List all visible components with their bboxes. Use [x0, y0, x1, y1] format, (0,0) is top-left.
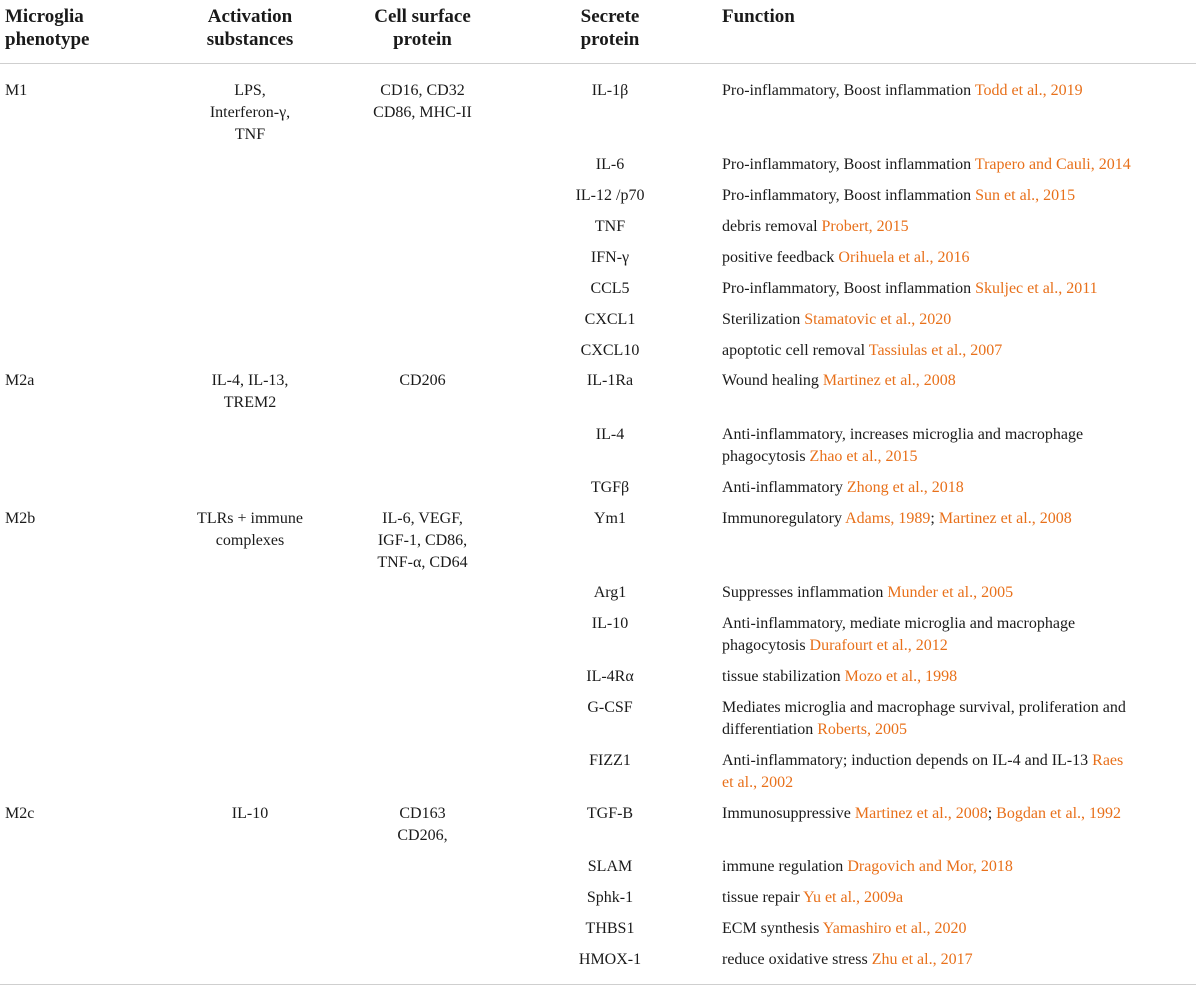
reference-link[interactable]: Martinez et al., 2008: [822, 372, 956, 389]
function-cell: [722, 949, 1192, 971]
phenotype-cell: M2c: [5, 805, 35, 822]
reference-link[interactable]: Trapero and Cauli, 2014: [974, 156, 1131, 173]
cell-line: complexes: [215, 532, 285, 549]
reference-link[interactable]: Martinez et al., 2008: [854, 805, 988, 822]
secrete-protein-cell: Sphk-1: [586, 889, 634, 906]
function-text-display: Mediates microglia and macrophage survival, proliferation and differentiation: [722, 699, 1126, 738]
reference-link[interactable]: Skuljec et al., 2011: [975, 280, 1098, 297]
cell-line: CD206: [399, 372, 446, 389]
reference-link[interactable]: Bogdan et al., 1992: [996, 805, 1122, 822]
function-cell: [722, 154, 1192, 176]
function-cell: [722, 613, 1192, 657]
reference-link[interactable]: Zhong et al., 2018: [846, 479, 964, 496]
function-text: immune regulation: [722, 858, 844, 875]
cell-line: IL-10: [231, 805, 269, 822]
function-cell: [722, 477, 1192, 499]
reference-link[interactable]: Yu et al., 2009a: [803, 889, 904, 906]
function-text: Suppresses inflammation: [722, 584, 884, 601]
secrete-protein-cell: CXCL10: [580, 342, 640, 359]
activation-substances-cell: [170, 370, 330, 414]
phenotype-cell: M2a: [5, 372, 35, 389]
function-cell: [722, 750, 1192, 794]
reference-link[interactable]: Stamatovic et al., 2020: [804, 311, 952, 328]
reference-link[interactable]: Adams, 1989: [845, 510, 931, 527]
reference-link[interactable]: Munder et al., 2005: [887, 584, 1014, 601]
secrete-protein-cell: IL-4: [595, 426, 625, 443]
secrete-protein-cell: CXCL1: [584, 311, 636, 328]
cell-line: CD206,: [397, 827, 448, 844]
header-line: protein: [393, 29, 452, 50]
cell-line: IL-6, VEGF,: [382, 510, 463, 527]
function-text: debris removal: [722, 218, 818, 235]
function-cell: [722, 697, 1192, 741]
header-cell-surface-protein: [340, 5, 505, 51]
function-cell: [722, 918, 1192, 940]
table-top-rule: [0, 63, 1196, 64]
header-line: substances: [206, 29, 294, 50]
header-line: Secrete: [580, 6, 640, 27]
reference-link[interactable]: Zhao et al., 2015: [809, 448, 918, 465]
function-cell: [722, 424, 1192, 468]
function-text: Sterilization: [722, 311, 801, 328]
reference-link[interactable]: Mozo et al., 1998: [844, 668, 958, 685]
secrete-protein-cell: Arg1: [593, 584, 627, 601]
secrete-protein-cell: TGF-B: [586, 805, 634, 822]
secrete-protein-cell: THBS1: [585, 920, 635, 937]
header-microglia-phenotype: [5, 5, 89, 51]
header-activation-substances: [170, 5, 330, 51]
function-cell: [722, 582, 1192, 604]
function-text: Wound healing: [722, 372, 819, 389]
function-text-display: Anti-inflammatory; induction depends on IL-4 and IL-13: [722, 752, 1093, 769]
cell-line: CD163: [399, 805, 446, 822]
cell-line: TNF-α, CD64: [377, 554, 468, 571]
cell-line: IL-4, IL-13,: [211, 372, 289, 389]
phenotype-cell: M2b: [5, 510, 36, 527]
function-text: Immunoregulatory: [722, 510, 842, 527]
function-cell: Immunoregulatory Adams, 1989; Martinez et al., 2008: [722, 510, 1072, 527]
reference-link[interactable]: Todd et al., 2019: [974, 82, 1083, 99]
header-function: [722, 5, 795, 28]
reference-link[interactable]: Durafourt et al., 2012: [809, 637, 948, 654]
function-text: Pro-inflammatory, Boost inflammation: [722, 280, 972, 297]
function-cell: [722, 80, 1192, 102]
secrete-protein-cell: IL-1β: [591, 82, 629, 99]
header-line: Cell surface: [374, 6, 471, 27]
activation-substances-cell: [170, 508, 330, 552]
function-text: tissue repair: [722, 889, 800, 906]
function-text: positive feedback: [722, 249, 835, 266]
function-cell: [722, 309, 1192, 331]
function-text: Anti-inflammatory: [722, 479, 843, 496]
activation-substances-cell: [170, 80, 330, 146]
function-text-display: Anti-inflammatory, mediate microglia and macrophage phagocytosis: [722, 615, 1076, 654]
function-text-display: Anti-inflammatory, increases microglia and macrophage phagocytosis: [722, 426, 1084, 465]
activation-substances-cell: [170, 803, 330, 825]
secrete-protein-cell: TNF: [594, 218, 626, 235]
function-text: Immunosuppressive: [722, 805, 851, 822]
reference-link[interactable]: Roberts, 2005: [817, 721, 908, 738]
reference-link[interactable]: Zhu et al., 2017: [871, 951, 973, 968]
reference-link[interactable]: Dragovich and Mor, 2018: [847, 858, 1013, 875]
function-text: Pro-inflammatory, Boost inflammation: [722, 82, 972, 99]
cell-line: IGF-1, CD86,: [377, 532, 468, 549]
reference-link[interactable]: Probert, 2015: [821, 218, 909, 235]
header-line: protein: [580, 29, 640, 50]
cell-line: LPS,: [234, 82, 266, 99]
secrete-protein-cell: SLAM: [587, 858, 633, 875]
function-cell: [722, 216, 1192, 238]
secrete-protein-cell: IL-6: [595, 156, 625, 173]
secrete-protein-cell: Ym1: [594, 510, 626, 527]
cell-surface-protein-cell: [340, 370, 505, 392]
reference-link[interactable]: Raes et al., 2002: [722, 752, 1124, 791]
cell-line: TREM2: [223, 394, 277, 411]
function-cell: [722, 666, 1192, 688]
cell-line: TLRs + immune: [197, 510, 303, 527]
header-line: Microglia: [5, 6, 84, 27]
reference-link[interactable]: Yamashiro et al., 2020: [822, 920, 967, 937]
cell-line: CD86, MHC-II: [373, 104, 472, 121]
header-line: phenotype: [5, 29, 90, 50]
secrete-protein-cell: IL-4Rα: [586, 668, 634, 685]
header-secrete-protein: [530, 5, 690, 51]
function-cell: [722, 247, 1192, 269]
secrete-protein-cell: HMOX-1: [578, 951, 642, 968]
function-cell: [722, 185, 1192, 207]
reference-link[interactable]: Sun et al., 2015: [975, 187, 1076, 204]
cell-surface-protein-cell: [340, 80, 505, 124]
reference-link[interactable]: Orihuela et al., 2016: [838, 249, 970, 266]
function-cell: [722, 370, 1192, 392]
cell-surface-protein-cell: [340, 803, 505, 847]
secrete-protein-cell: FIZZ1: [589, 752, 631, 769]
function-cell: [722, 887, 1192, 909]
cell-line: Interferon-γ,: [209, 104, 291, 121]
header-line: Function: [722, 6, 795, 27]
phenotype-cell: M1: [5, 82, 28, 99]
table-header: [0, 0, 1200, 60]
function-cell: Immunosuppressive Martinez et al., 2008; Bogdan et al., 1992: [722, 805, 1122, 822]
cell-line: CD16, CD32: [380, 82, 465, 99]
secrete-protein-cell: IL-12 /p70: [575, 187, 645, 204]
function-text: tissue stabilization: [722, 668, 841, 685]
function-text: Pro-inflammatory, Boost inflammation: [722, 156, 972, 173]
cell-line: TNF: [234, 126, 266, 143]
header-line: Activation: [207, 6, 293, 27]
secrete-protein-cell: IFN-γ: [590, 249, 630, 266]
secrete-protein-cell: G-CSF: [587, 699, 633, 716]
reference-link[interactable]: Martinez et al., 2008: [938, 510, 1072, 527]
secrete-protein-cell: IL-10: [591, 615, 629, 632]
function-cell: [722, 278, 1192, 300]
table-bottom-rule: [0, 984, 1196, 985]
function-text: reduce oxidative stress: [722, 951, 868, 968]
reference-link[interactable]: Tassiulas et al., 2007: [868, 342, 1003, 359]
secrete-protein-cell: TGFβ: [590, 479, 630, 496]
function-text: Pro-inflammatory, Boost inflammation: [722, 187, 972, 204]
secrete-protein-cell: IL-1Ra: [586, 372, 634, 389]
function-text: apoptotic cell removal: [722, 342, 866, 359]
function-text: ECM synthesis: [722, 920, 820, 937]
function-cell: [722, 856, 1192, 878]
function-cell: [722, 340, 1192, 362]
secrete-protein-cell: CCL5: [590, 280, 630, 297]
cell-surface-protein-cell: [340, 508, 505, 574]
